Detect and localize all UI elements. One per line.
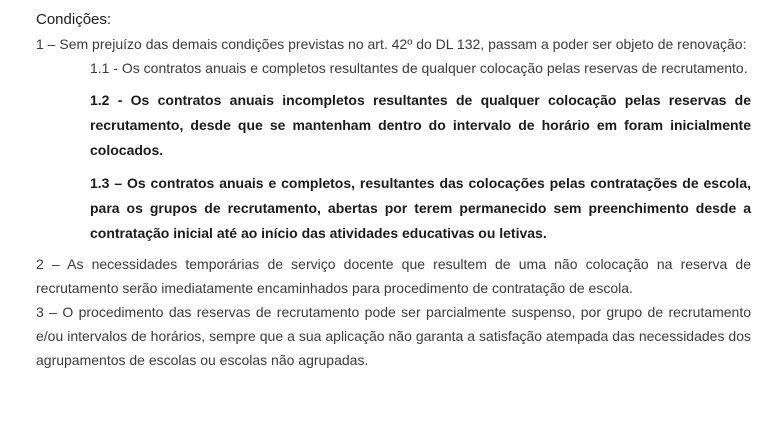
paragraph-item-1-3: 1.3 – Os contratos anuais e completos, resultantes das colocações pelas contratações de escola, para os grupos de recrutamento, abertas por terem permanecido sem preenchimento desde a contratação inicial até ao início das atividades educativas ou letivas. (90, 175, 751, 241)
conditions-heading: Condições: (36, 11, 112, 28)
paragraph-item-3: 3 – O procedimento das reservas de recrutamento pode ser parcialmente suspenso, por grupo de recrutamento e/ou intervalos de horários, sempre que a sua aplicação não garanta a satisfação atempada das necessidades dos agrupamentos de escolas ou escolas não agrupadas. (36, 304, 751, 368)
paragraph-item-1-2: 1.2 - Os contratos anuais incompletos resultantes de qualquer colocação pelas reservas de recrutamento, desde que se mantenham dentro do intervalo de horário em foram inicialmente colocados. (90, 92, 751, 158)
paragraph-item-2: 2 – As necessidades temporárias de serviço docente que resultem de uma não colocação na reserva de recrutamento serão imediatamente encaminhados para procedimento de contratação de escola. (36, 256, 751, 296)
paragraph-item-1: 1 – Sem prejuízo das demais condições previstas no art. 42º do DL 132, passam a poder ser objeto de renovação: (36, 36, 747, 52)
paragraph-item-1-1: 1.1 - Os contratos anuais e completos resultantes de qualquer colocação pelas reservas de recrutamento. (90, 60, 748, 76)
